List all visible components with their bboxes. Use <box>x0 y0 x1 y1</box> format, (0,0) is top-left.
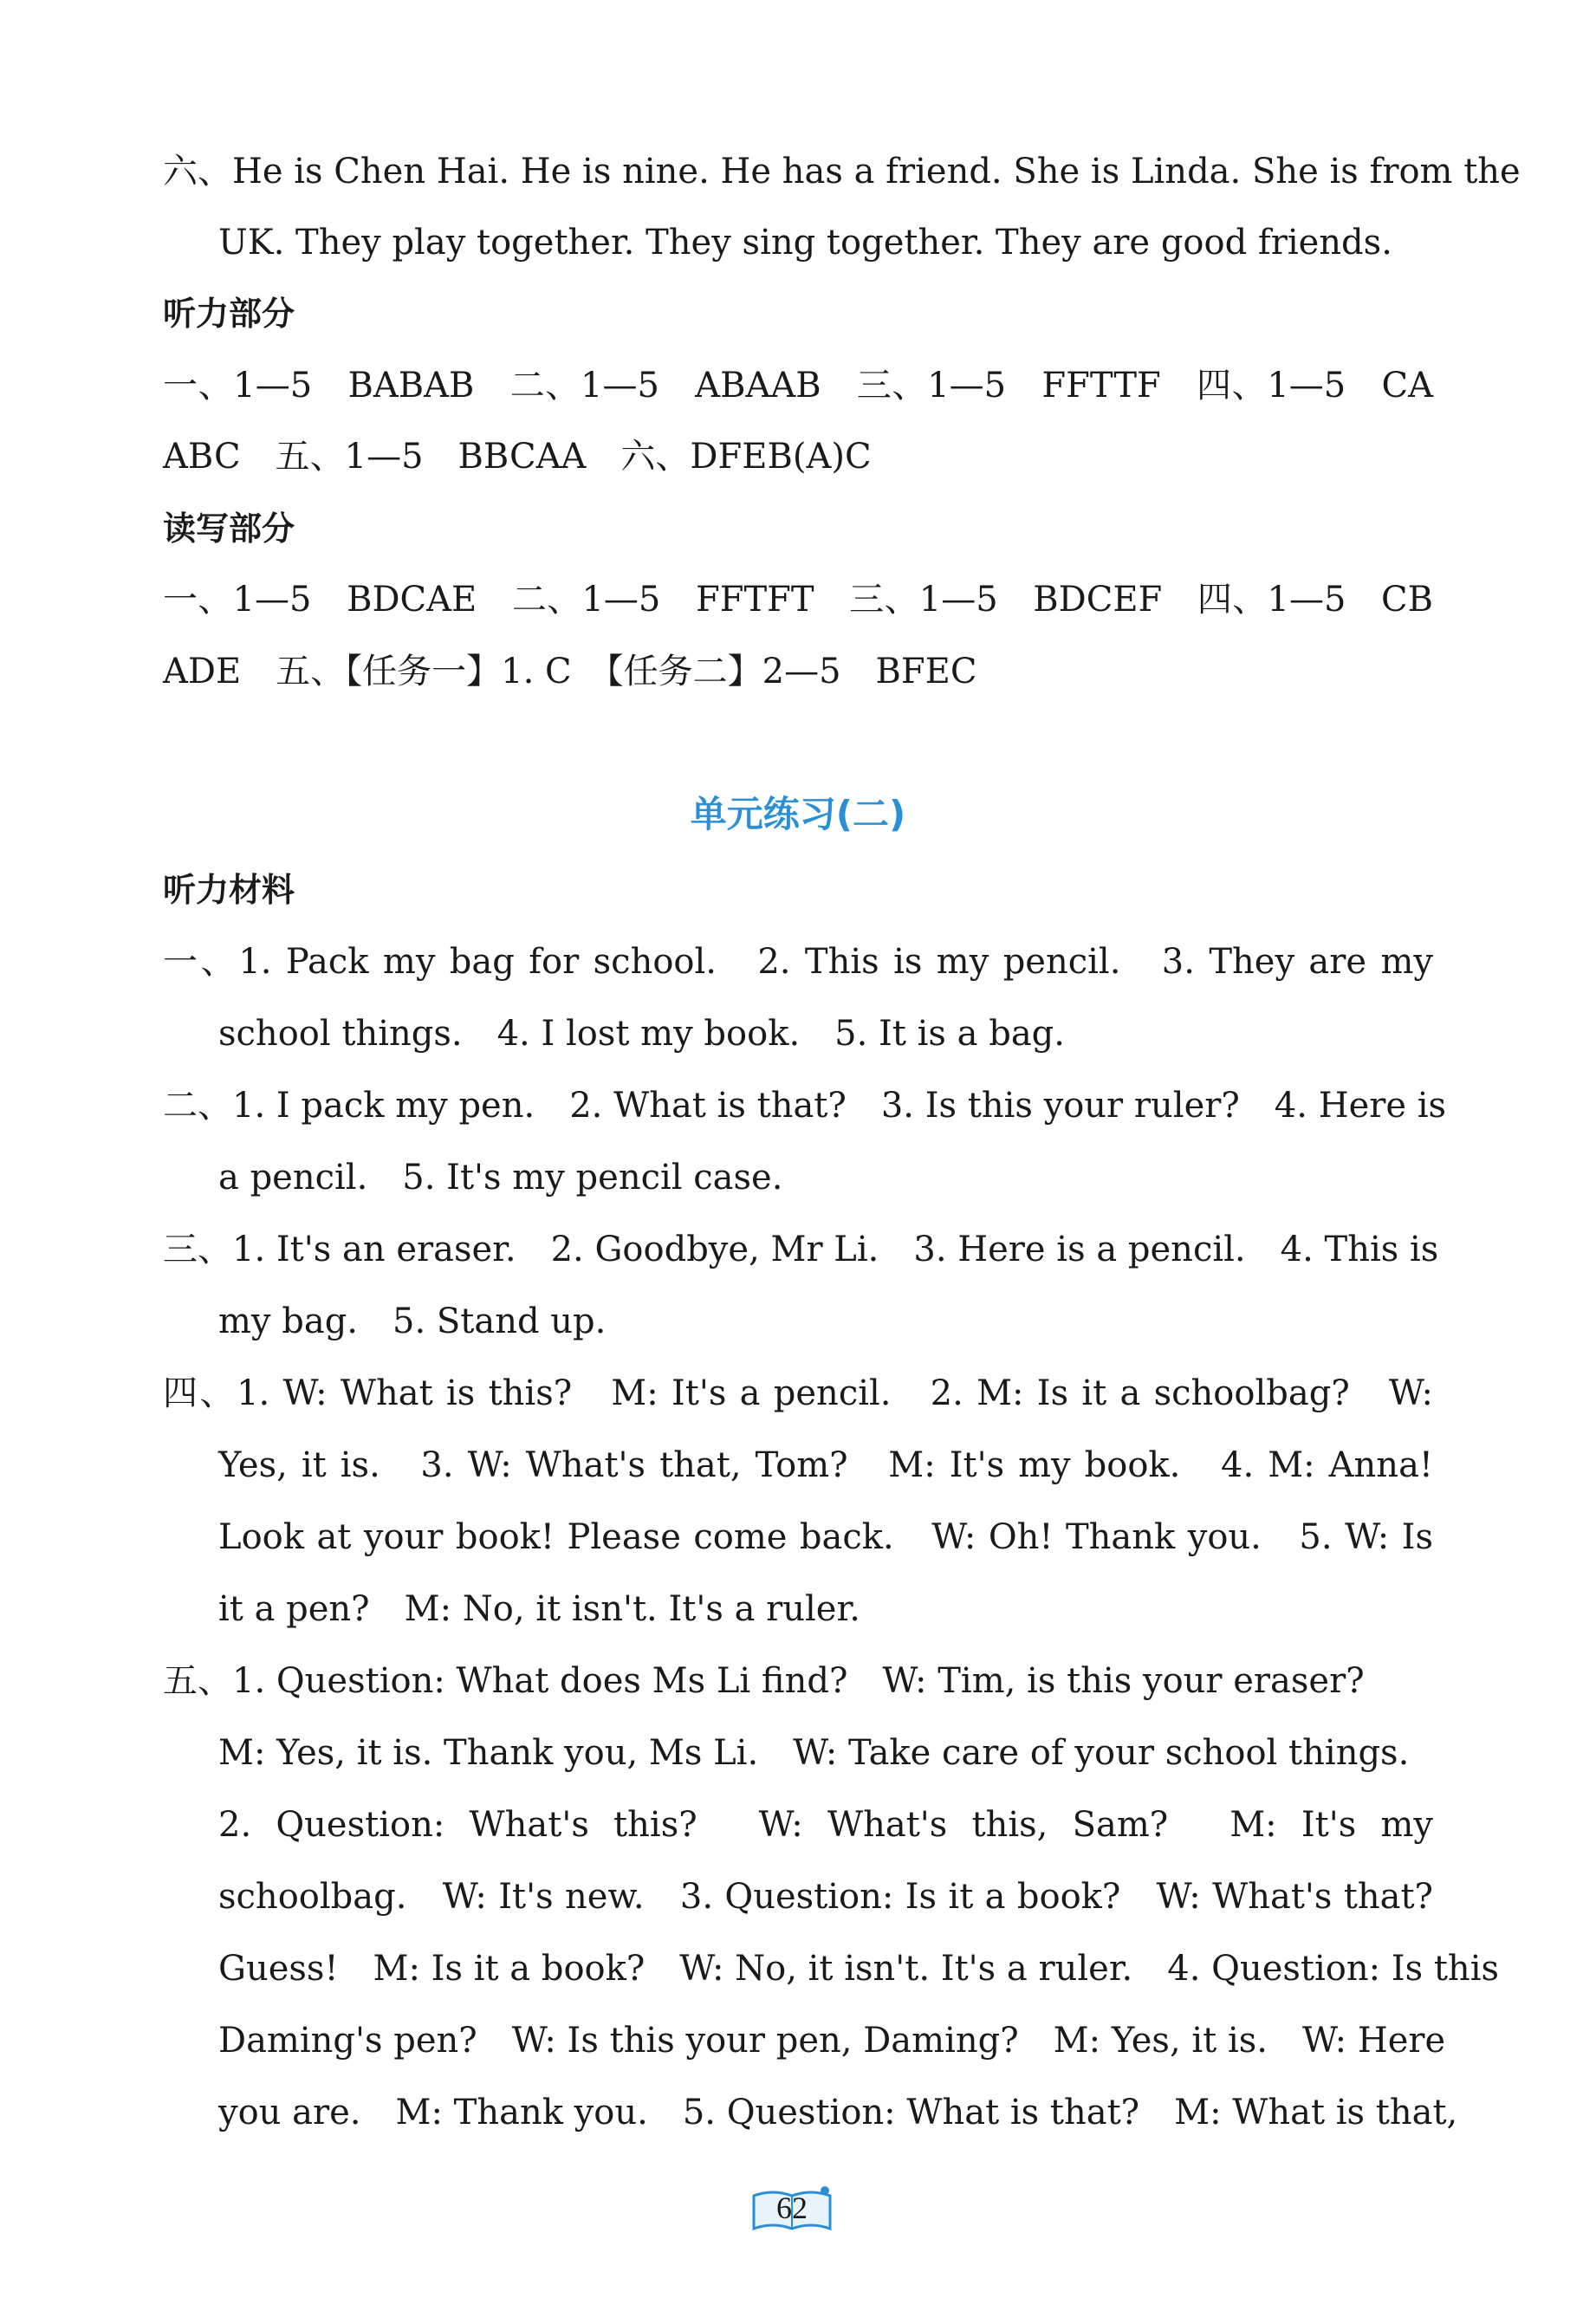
text-line: 一、1. Pack my bag for school. 2. This is my pencil. 3. They are my <box>163 942 1433 982</box>
text-line: you are. M: Thank you. 5. Question: What is that? M: What is that, <box>218 2093 1458 2132</box>
text-line: school things. 4. I lost my book. 5. It is a bag. <box>218 1014 1065 1054</box>
text-line: it a pen? M: No, it isn't. It's a ruler. <box>218 1589 860 1629</box>
section-heading-listening-material: 听力材料 <box>163 871 295 909</box>
text-line: 五、1. Question: What does Ms Li find? W: Tim, is this your eraser? <box>163 1661 1365 1701</box>
text-line: 二、1. I pack my pen. 2. What is that? 3. Is this your ruler? 4. Here is <box>163 1086 1447 1126</box>
text-line: my bag. 5. Stand up. <box>218 1302 607 1341</box>
section-heading-reading-writing: 读写部分 <box>163 510 295 548</box>
text-line: Guess! M: Is it a book? W: No, it isn't. It's a ruler. 4. Question: Is this <box>218 1949 1500 1989</box>
text-line: 2. Question: What's this? W: What's this, Sam? M: It's my <box>218 1805 1433 1845</box>
text-line: 三、1. It's an eraser. 2. Goodbye, Mr Li. 3. Here is a pencil. 4. This is <box>163 1230 1439 1269</box>
text-line: Daming's pen? W: Is this your pen, Daming? M: Yes, it is. W: Here <box>218 2021 1446 2061</box>
text-line: 四、1. W: What is this? M: It's a pencil. 2. M: Is it a schoolbag? W: <box>163 1373 1433 1413</box>
text-line: schoolbag. W: It's new. 3. Question: Is it a book? W: What's that? <box>218 1877 1433 1917</box>
page-number-badge <box>749 2184 835 2236</box>
answer-line: 一、1—5 BDCAE 二、1—5 FFTFT 三、1—5 BDCEF 四、1—5 CB <box>163 580 1433 620</box>
text-line: Yes, it is. 3. W: What's that, Tom? M: It's my book. 4. M: Anna! <box>218 1445 1433 1485</box>
answer-line: 一、1—5 BABAB 二、1—5 ABAAB 三、1—5 FFTTF 四、1—5 CA <box>163 366 1433 406</box>
text-line: a pencil. 5. It's my pencil case. <box>218 1158 783 1198</box>
section-heading-listening: 听力部分 <box>163 295 295 333</box>
text-line: UK. They play together. They sing together. They are good friends. <box>218 223 1392 263</box>
answer-line: ABC 五、1—5 BBCAA 六、DFEB(A)C <box>163 437 872 477</box>
text-line: 六、He is Chen Hai. He is nine. He has a friend. She is Linda. She is from the <box>163 152 1521 192</box>
page-number: 62 <box>776 2191 808 2225</box>
text-line: Look at your book! Please come back. W: Oh! Thank you. 5. W: Is <box>218 1517 1433 1557</box>
unit-title: 单元练习(二) <box>690 793 906 835</box>
text-line: M: Yes, it is. Thank you, Ms Li. W: Take care of your school things. <box>218 1733 1410 1773</box>
answer-line: ADE 五、【任务一】1. C 【任务二】2—5 BFEC <box>163 652 977 691</box>
